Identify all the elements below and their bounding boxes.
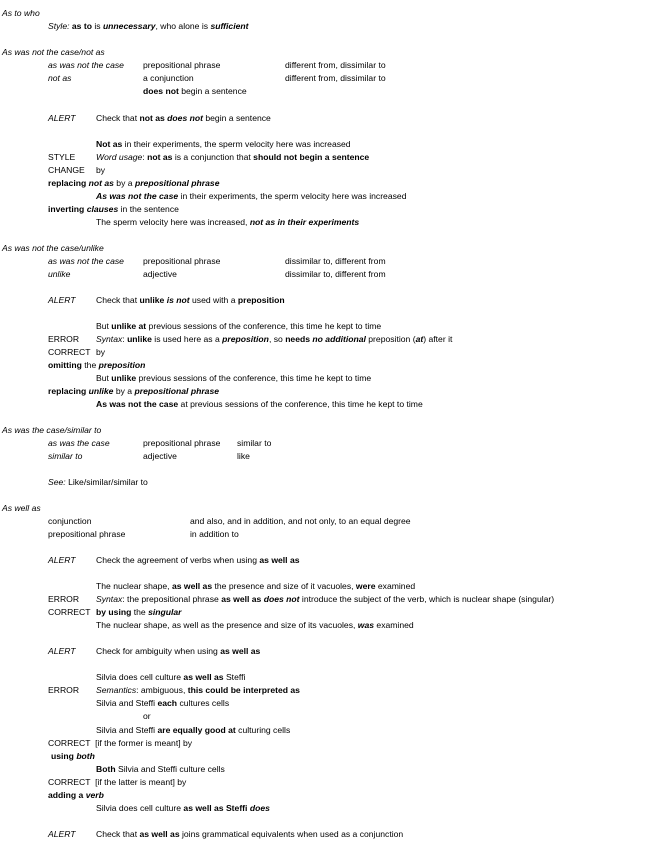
text-run: inverting <box>48 204 85 214</box>
text-run: the <box>81 360 99 370</box>
text-line <box>285 257 386 266</box>
text-run: dissimilar to, different from <box>285 269 386 279</box>
text-run: conjunction <box>48 516 92 526</box>
text-line <box>48 439 110 448</box>
text-line <box>96 192 406 201</box>
text-line <box>48 647 76 656</box>
text-line <box>48 61 124 70</box>
text-run: is used here as a <box>151 334 223 344</box>
text-line <box>96 166 105 175</box>
text-run: similar to <box>48 451 83 461</box>
text-line <box>48 270 70 279</box>
text-run: by <box>96 165 106 175</box>
text-line <box>143 257 220 266</box>
text-line <box>48 22 248 31</box>
text-line <box>96 400 423 409</box>
text-run: as was not the case <box>48 60 124 70</box>
text-run: culturing cells <box>235 725 291 735</box>
text-run: Word usage <box>96 152 143 162</box>
text-line <box>48 739 192 748</box>
text-run: , who alone is <box>155 21 211 31</box>
text-line <box>48 517 91 526</box>
text-line <box>48 335 79 344</box>
text-line <box>96 374 371 383</box>
text-line <box>48 74 71 83</box>
text-line <box>190 517 411 526</box>
text-run: at previous sessions of the conference, this time he kept to time <box>178 399 423 409</box>
text-run: unlike <box>127 334 152 344</box>
text-line <box>96 322 381 331</box>
text-line <box>96 218 359 227</box>
text-line <box>96 335 452 344</box>
text-run: ) after it <box>423 334 453 344</box>
text-run: each <box>157 698 178 708</box>
text-line <box>51 752 95 761</box>
text-run: adjective <box>143 269 177 279</box>
text-line <box>48 478 148 487</box>
text-run: ALERT <box>48 555 76 565</box>
text-run: not as <box>147 152 173 162</box>
text-run: unlike at <box>111 321 147 331</box>
text-run: as well as <box>171 581 213 591</box>
text-run: different from, dissimilar to <box>285 73 386 83</box>
text-run: unlike <box>139 295 165 305</box>
text-run: examined <box>374 620 414 630</box>
text-run: , so <box>268 334 286 344</box>
text-run: adjective <box>143 451 177 461</box>
text-run: preposition ( <box>365 334 416 344</box>
text-run: both <box>76 751 95 761</box>
text-run: sufficient <box>210 21 249 31</box>
text-run: Check that <box>96 113 140 123</box>
text-line <box>96 647 260 656</box>
text-run: is not <box>166 295 190 305</box>
text-run: preposition <box>237 295 285 305</box>
text-line <box>285 74 386 83</box>
text-line <box>48 348 91 357</box>
text-run: dissimilar to, different from <box>285 256 386 266</box>
text-line <box>48 556 76 565</box>
text-run: But <box>96 373 112 383</box>
text-run: at <box>415 334 424 344</box>
text-line <box>2 9 40 18</box>
text-run: previous sessions of the conference, this time he kept to time <box>136 373 372 383</box>
text-line <box>237 439 271 448</box>
text-line <box>2 504 41 513</box>
text-run: The nuclear shape, <box>96 581 172 591</box>
text-run: As was not the case <box>96 399 179 409</box>
text-line <box>96 348 105 357</box>
text-run: ALERT <box>48 646 76 656</box>
text-run: by <box>96 347 106 357</box>
text-line <box>96 582 415 591</box>
text-run: replacing <box>48 386 87 396</box>
text-run: unlike <box>48 269 71 279</box>
text-run: no additional <box>312 334 366 344</box>
text-run: as well as <box>259 555 300 565</box>
text-run: similar to <box>237 438 272 448</box>
text-run: not as <box>48 73 72 83</box>
text-run: unlike <box>111 373 137 383</box>
text-run: : <box>122 334 128 344</box>
text-run: Check for ambiguity when using <box>96 646 221 656</box>
text-line <box>285 270 386 279</box>
text-run: preposition <box>98 360 146 370</box>
text-run: is a conjunction that <box>172 152 254 162</box>
text-line <box>48 452 82 461</box>
text-line <box>96 153 369 162</box>
text-run: and also, and in addition, and not only, to an equal degree <box>190 516 411 526</box>
text-run: : <box>142 152 148 162</box>
text-run: prepositional phrase <box>143 60 221 70</box>
text-run: prepositional phrase <box>134 178 220 188</box>
text-run: different from, dissimilar to <box>285 60 386 70</box>
text-line <box>2 48 105 57</box>
text-run: verb <box>85 790 104 800</box>
text-line <box>48 257 124 266</box>
text-run: by using <box>96 607 132 617</box>
text-line <box>48 166 85 175</box>
text-run: clauses <box>86 204 119 214</box>
text-run: should not begin a sentence <box>253 152 370 162</box>
text-run: CHANGE <box>48 165 85 175</box>
text-run: as well as Steffi <box>183 803 248 813</box>
text-run: ERROR <box>48 685 80 695</box>
text-run: were <box>355 581 376 591</box>
text-run: Syntax <box>96 594 123 604</box>
text-line <box>48 791 104 800</box>
text-run: does not <box>263 594 300 604</box>
text-line <box>96 296 285 305</box>
text-line <box>143 452 177 461</box>
text-line <box>48 830 76 839</box>
text-run: the presence and size of it vacuoles, <box>212 581 356 591</box>
text-run: in their experiments, the sperm velocity here was increased <box>122 139 351 149</box>
text-run: previous sessions of the conference, this time he kept to time <box>146 321 382 331</box>
text-line <box>285 61 386 70</box>
text-run: STYLE <box>48 152 76 162</box>
text-run: using <box>51 751 74 761</box>
text-line <box>143 74 194 83</box>
text-run: singular <box>148 607 182 617</box>
text-line <box>143 439 220 448</box>
text-run: preposition <box>222 334 269 344</box>
text-line <box>2 244 104 253</box>
text-run: does not <box>143 86 179 96</box>
text-run: ALERT <box>48 113 76 123</box>
text-line <box>96 621 414 630</box>
text-line <box>48 361 145 370</box>
text-line <box>48 153 75 162</box>
text-line <box>48 608 91 617</box>
text-run: not as <box>139 113 165 123</box>
text-run: ERROR <box>48 594 80 604</box>
text-run: As was the case/similar to <box>2 425 102 435</box>
text-line <box>96 804 270 813</box>
text-run: cultures cells <box>177 698 230 708</box>
text-run: begin a sentence <box>178 86 247 96</box>
text-run: as well as <box>183 672 224 682</box>
text-run: Check the agreement of verbs when using <box>96 555 260 565</box>
text-run: Silvia and Steffi <box>96 698 158 708</box>
text-run: a conjunction <box>143 73 194 83</box>
text-run: Check that <box>96 829 140 839</box>
text-line <box>48 778 186 787</box>
text-run: : the prepositional phrase <box>122 594 222 604</box>
text-run: like <box>237 451 250 461</box>
text-run: prepositional phrase <box>143 438 221 448</box>
text-run: prepositional phrase <box>143 256 221 266</box>
text-line <box>48 595 79 604</box>
text-run: the <box>131 607 149 617</box>
text-run: does not <box>167 113 203 123</box>
text-run: as was not the case <box>48 256 124 266</box>
text-run: Style: <box>48 21 70 31</box>
text-run: omitting <box>48 360 82 370</box>
text-line <box>96 556 300 565</box>
text-line <box>237 452 250 461</box>
text-run: are equally good at <box>157 725 236 735</box>
text-line <box>96 140 351 149</box>
text-line <box>48 179 219 188</box>
text-line <box>48 686 79 695</box>
text-line <box>96 699 229 708</box>
text-run: introduce the subject of the verb, which is nuclear shape (singular) <box>299 594 555 604</box>
text-run: as to <box>71 21 92 31</box>
text-run: unnecessary <box>102 21 156 31</box>
text-run: prepositional phrase <box>48 529 126 539</box>
text-run: by a <box>113 178 135 188</box>
text-run: Silvia does cell culture <box>96 672 184 682</box>
text-run: joins grammatical equivalents when used as a conjunction <box>179 829 404 839</box>
text-run: Not as <box>96 139 123 149</box>
text-run: : ambiguous, <box>136 685 188 695</box>
text-run: The sperm velocity here was increased, <box>96 217 250 227</box>
text-run: by a <box>113 386 135 396</box>
text-run: not as <box>88 178 114 188</box>
text-line <box>143 270 177 279</box>
text-line <box>96 608 182 617</box>
text-line <box>48 530 125 539</box>
text-run: as was the case <box>48 438 110 448</box>
text-run: See: <box>48 477 66 487</box>
text-line <box>96 830 403 839</box>
text-run: Steffi <box>223 672 246 682</box>
text-line <box>48 205 179 214</box>
text-line <box>2 426 101 435</box>
text-run: in their experiments, the sperm velocity here was increased <box>178 191 407 201</box>
text-run: CORRECT [if the latter is meant] by <box>48 777 187 787</box>
text-run: The nuclear shape, as well as the presence and size of its vacuoles, <box>96 620 358 630</box>
text-run: this could be interpreted as <box>187 685 300 695</box>
text-run: ERROR <box>48 334 80 344</box>
text-run: used with a <box>189 295 238 305</box>
text-run: Like/similar/similar to <box>65 477 148 487</box>
text-run: As was not the case <box>96 191 179 201</box>
text-line <box>96 595 554 604</box>
text-run: was <box>357 620 375 630</box>
text-run: Syntax <box>96 334 123 344</box>
text-run: needs <box>285 334 311 344</box>
text-line <box>96 765 225 774</box>
text-run: Check that <box>96 295 140 305</box>
text-line <box>96 686 300 695</box>
text-run: Silvia and Steffi <box>96 725 158 735</box>
text-line <box>96 726 290 735</box>
text-run: Silvia does cell culture <box>96 803 184 813</box>
text-run: Semantics <box>96 685 137 695</box>
text-run: examined <box>375 581 416 591</box>
text-run: CORRECT <box>48 347 91 357</box>
text-run: in the sentence <box>118 204 179 214</box>
text-run: adding a <box>48 790 84 800</box>
text-run: as well as <box>220 646 261 656</box>
text-line <box>96 673 245 682</box>
text-run: as well as <box>139 829 180 839</box>
text-line <box>143 61 220 70</box>
text-run: unlike <box>88 386 114 396</box>
text-run: As well as <box>2 503 41 513</box>
text-run: CORRECT <box>48 607 91 617</box>
text-run: is <box>91 21 103 31</box>
text-line <box>96 114 271 123</box>
text-run: not as in their experiments <box>249 217 360 227</box>
text-run: Both <box>96 764 116 774</box>
text-line <box>143 87 247 96</box>
text-line <box>143 712 151 721</box>
text-run: As to who <box>2 8 40 18</box>
text-run: or <box>143 711 151 721</box>
text-run: CORRECT [if the former is meant] by <box>48 738 193 748</box>
text-run: Silvia and Steffi culture cells <box>115 764 225 774</box>
text-line <box>48 114 76 123</box>
text-run: ALERT <box>48 829 76 839</box>
text-line <box>190 530 239 539</box>
text-line <box>48 296 76 305</box>
text-run: does <box>249 803 270 813</box>
text-run: begin a sentence <box>202 113 271 123</box>
text-run: as well as <box>221 594 262 604</box>
text-run: in addition to <box>190 529 239 539</box>
text-run: replacing <box>48 178 87 188</box>
text-run: As was not the case/not as <box>2 47 105 57</box>
text-run: As was not the case/unlike <box>2 243 104 253</box>
text-line <box>48 387 219 396</box>
text-run: But <box>96 321 112 331</box>
text-run: prepositional phrase <box>134 386 220 396</box>
text-run: ALERT <box>48 295 76 305</box>
